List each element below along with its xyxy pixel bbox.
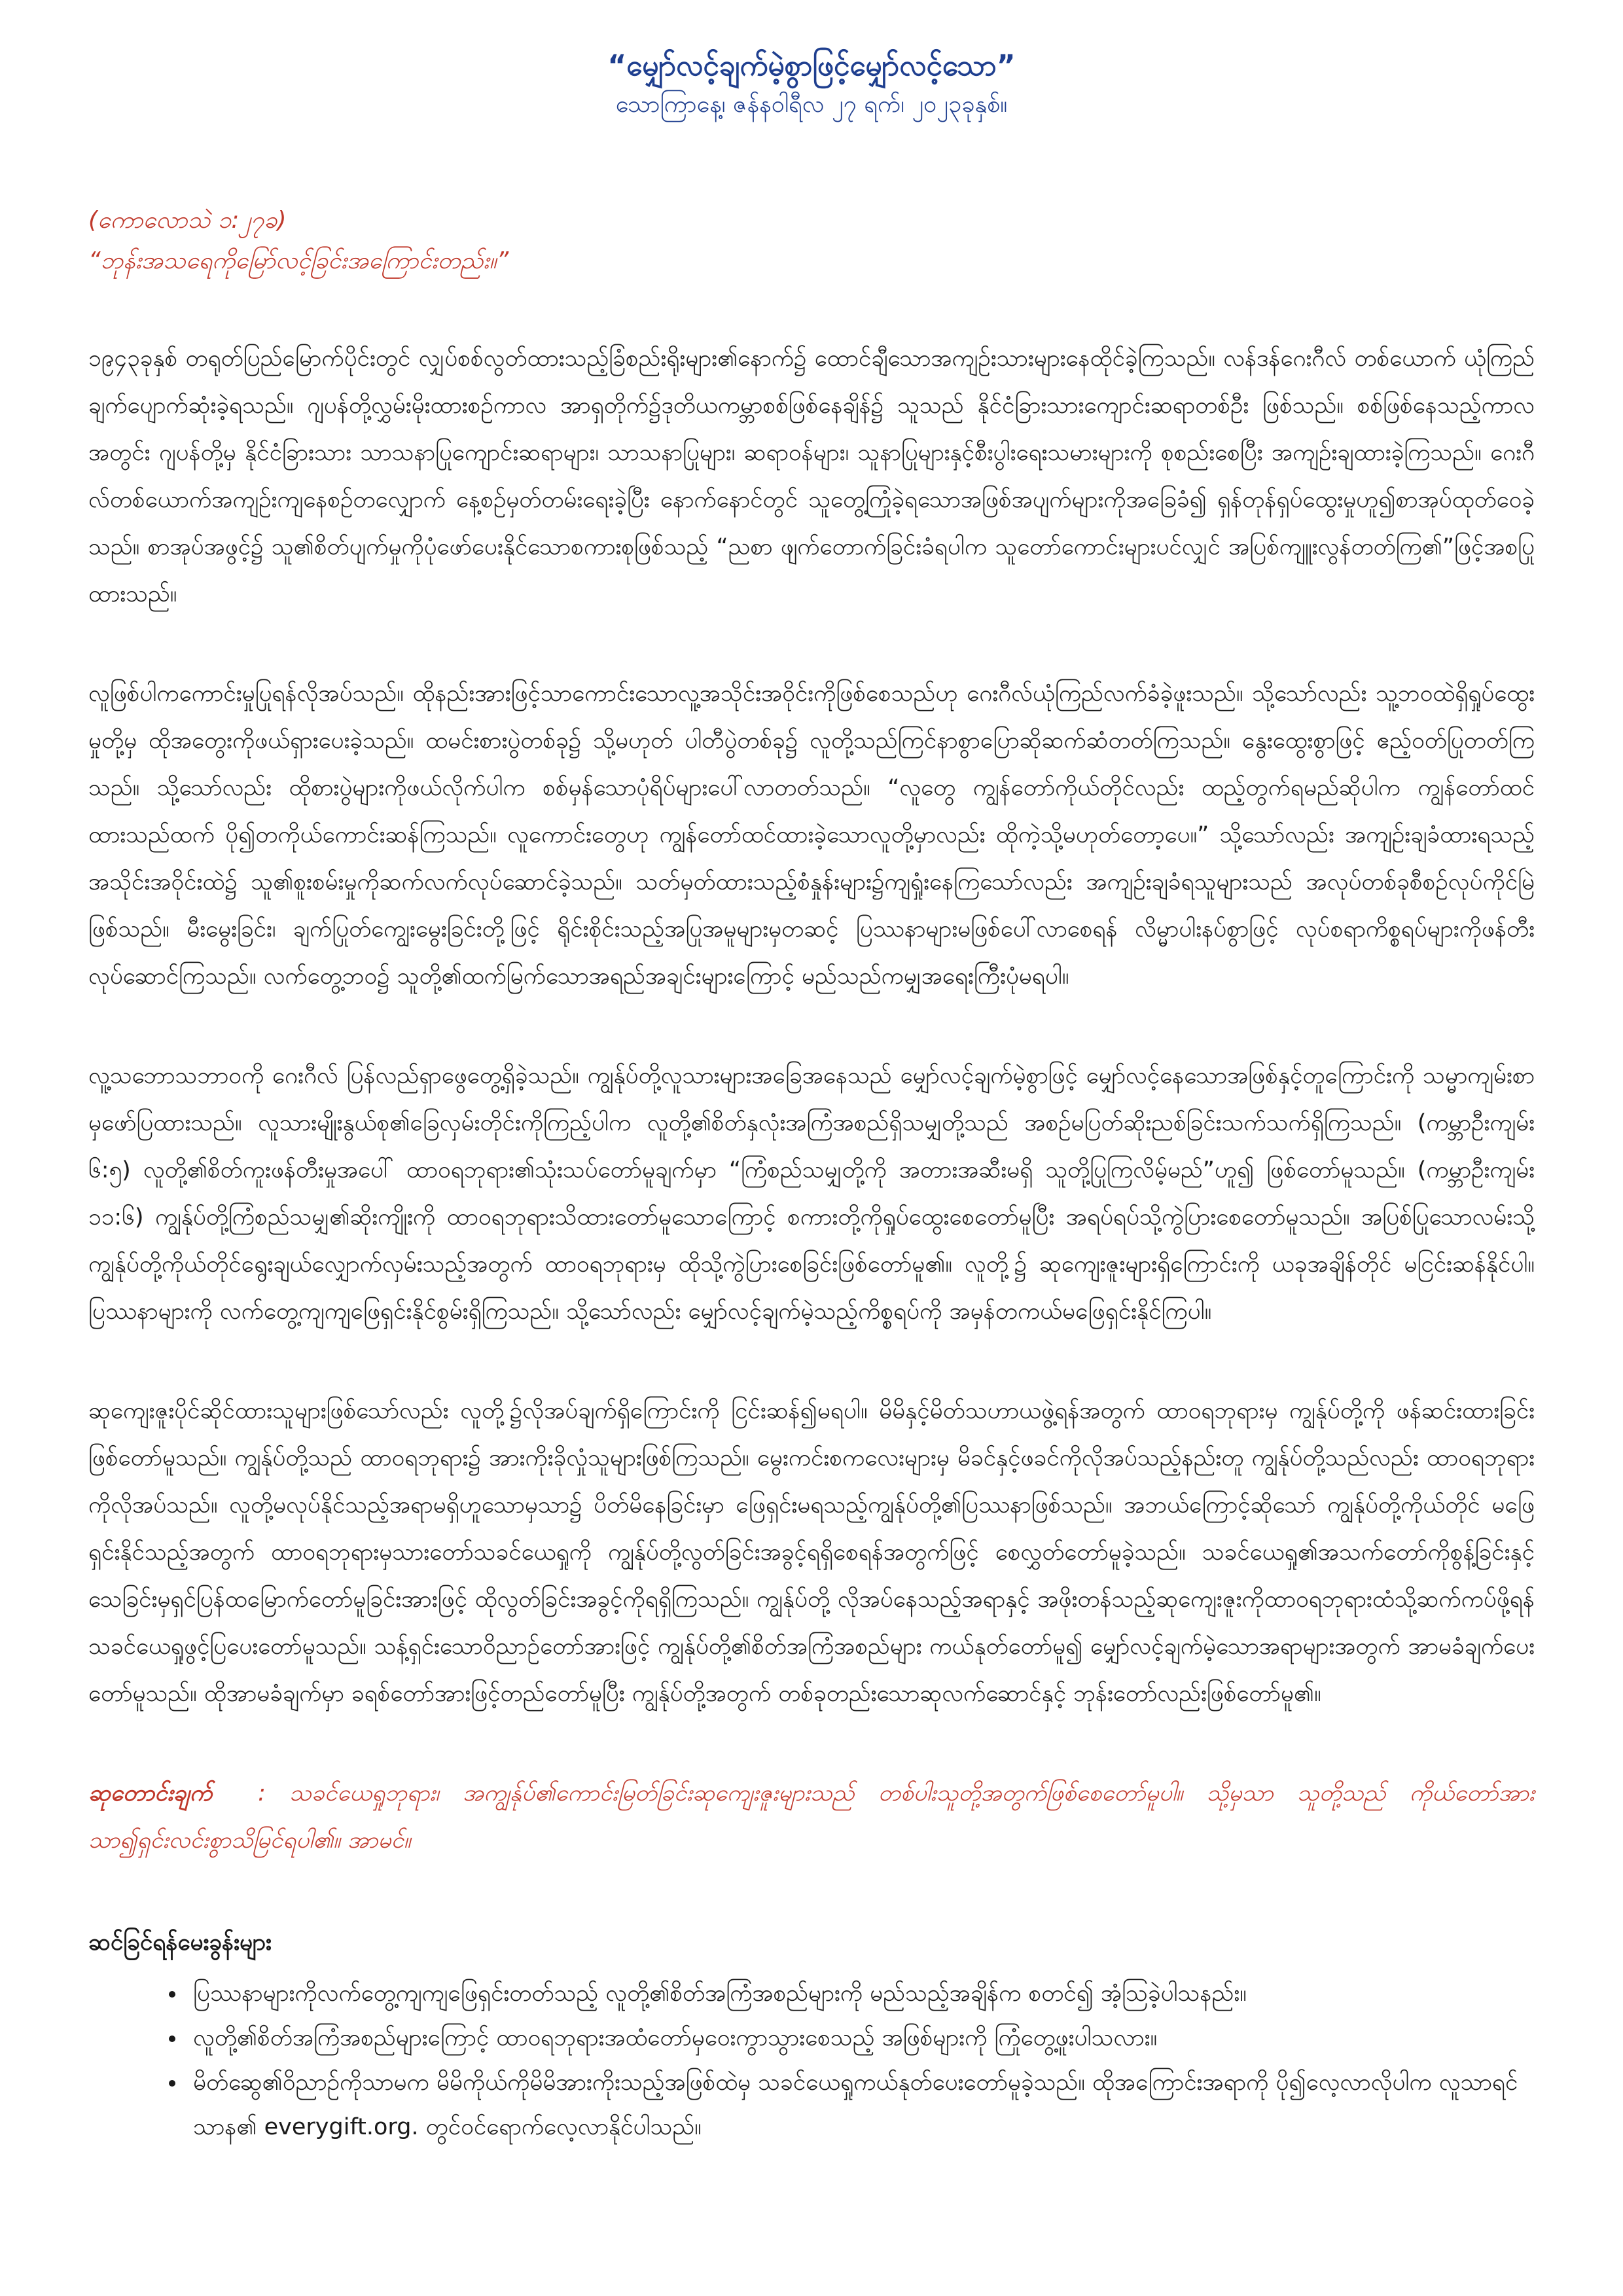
body-paragraph: လူဖြစ်ပါကကောင်းမှုပြုရန်လိုအပ်သည်။ ထိုနည်းအားဖြင့်သာကောင်းသောလူ့အသိုင်းအဝိုင်းကိုဖြစ်စေသည်ဟု ဂေးဂီလ်ယုံကြည်လက်ခံခဲ့ဖူးသည်။ သို့သော်လည်း သူ့ဘဝထဲရှိရှုပ်ထွေးမှုတို့မှ ထိုအတွေးကိုဖယ်ရှားပေးခဲ့သည်။ ထမင်းစားပွဲတစ်ခု၌ သို့မဟုတ် ပါတီပွဲတစ်ခု၌ လူတို့သည်ကြင်နာစွာပြောဆိုဆက်ဆံတတ်ကြသည်။ နွေးထွေးစွာဖြင့် ဧည့်ဝတ်ပြုတတ်ကြသည်။ သို့သော်လည်း ထိုစားပွဲများကိုဖယ်လိုက်ပါက စစ်မှန်သောပုံရိပ်များပေါ်လာတတ်သည်။ “လူတွေ ကျွန်တော်ကိုယ်တိုင်လည်း ထည့်တွက်ရမည်ဆိုပါက ကျွန်တော်ထင်ထားသည်ထက် ပို၍တကိုယ်ကောင်းဆန်ကြသည်။ လူကောင်းတွေဟု ကျွန်တော်ထင်ထားခဲ့သောလူတို့မှာလည်း ထိုကဲ့သို့မဟုတ်တော့ပေ။” သို့သော်လည်း အကျဉ်းချခံထားရသည့် အသိုင်းအဝိုင်းထဲ၌ သူ၏စူးစမ်းမှုကိုဆက်လက်လုပ်ဆောင်ခဲ့သည်။ သတ်မှတ်ထားသည့်စံနှုန်းများ၌ကျရှုံးနေကြသော်လည်း အကျဉ်းချခံရသူများသည် အလုပ်တစ်ခုစီစဉ်လုပ်ကိုင်မြဲဖြစ်သည်။ မီးမွေးခြင်း၊ ချက်ပြုတ်ကျွေးမွေးခြင်းတို့ဖြင့် ရိုင်းစိုင်းသည့်အပြုအမူများမှတဆင့် ပြဿနာများမဖြစ်ပေါ်လာစေရန် လိမ္မာပါးနပ်စွာဖြင့် လုပ်စရာကိစ္စရပ်များကိုဖန်တီးလုပ်ဆောင်ကြသည်။ လက်တွေ့ဘဝ၌ သူတို့၏ထက်မြက်သောအရည်အချင်းများကြောင့် မည်သည်ကမျှအရေးကြီးပုံမရပါ။ [88, 681, 1535, 990]
prayer-label: ဆုတောင်းချက် [88, 1780, 213, 1806]
prayer-text: : သခင်ယေရှုဘုရား၊ အကျွန်ုပ်၏ကောင်းမြတ်ခြင်းဆုကျေးဇူးများသည် တစ်ပါးသူတို့အတွက်ဖြစ်စေတော်မူပါ။ သို့မှသာ သူတို့သည် ကိုယ်တော်အား သာ၍ရှင်းလင်းစွာသိမြင်ရပါ၏။ အာမင်။ [88, 1780, 1535, 1854]
reflection-questions [88, 1920, 1535, 2149]
devotional-body [88, 335, 1535, 1717]
question-item: • လူတို့၏စိတ်အကြံအစည်များကြောင့် ထာဝရဘုရားအထံတော်မှဝေးကွာသွားစေသည့် အဖြစ်များကို ကြုံတွေ့ဖူးပါသလား။ [187, 2016, 1535, 2060]
devotional-page [88, 46, 1535, 2149]
verse-text: “ဘုန်းအသရေကိုမြော်လင့်ခြင်းအကြောင်းတည်း။” [88, 247, 509, 274]
page-title: “မျှော်လင့်ချက်မဲ့စွာဖြင့်မျှော်လင့်သော” [607, 49, 1016, 82]
question-item: • မိတ်ဆွေ၏ဝိညာဉ်ကိုသာမက မိမိကိုယ်ကိုမိမိအားကိုးသည့်အဖြစ်ထဲမှ သခင်ယေရှုကယ်နုတ်ပေးတော်မူခဲ့သည်။ ထိုအကြောင်းအရာကို ပို၍လေ့လာလိုပါက လူသာရင်သာန၏ everygift.org. တွင်ဝင်ရောက်လေ့လာနိုင်ပါသည်။ [187, 2060, 1535, 2149]
scripture-verse [88, 200, 1535, 281]
header [88, 46, 1535, 123]
questions-list [88, 1971, 1535, 2149]
body-paragraph: ဆုကျေးဇူးပိုင်ဆိုင်ထားသူများဖြစ်သော်လည်း လူတို့၌လိုအပ်ချက်ရှိကြောင်းကို ငြင်းဆန်၍မရပါ။ မိမိနှင့်မိတ်သဟာယဖွဲ့ရန်အတွက် ထာဝရဘုရားမှ ကျွန်ုပ်တို့ကို ဖန်ဆင်းထားခြင်းဖြစ်တော်မူသည်။ ကျွန်ုပ်တို့သည် ထာဝရဘုရား၌ အားကိုးခိုလှုံသူများဖြစ်ကြသည်။ မွေးကင်းစကလေးများမှ မိခင်နှင့်ဖခင်ကိုလိုအပ်သည့်နည်းတူ ကျွန်ုပ်တို့သည်လည်း ထာဝရဘုရားကိုလိုအပ်သည်။ လူတို့မလုပ်နိုင်သည့်အရာမရှိဟူသောမှသာ၌ ပိတ်မိနေခြင်းမှာ ဖြေရှင်းမရသည့်ကျွန်ုပ်တို့၏ပြဿနာဖြစ်သည်။ အဘယ်ကြောင့်ဆိုသော် ကျွန်ုပ်တို့ကိုယ်တိုင် မဖြေရှင်းနိုင်သည့်အတွက် ထာဝရဘုရားမှသားတော်သခင်ယေရှုကို ကျွန်ုပ်တို့လွတ်ခြင်းအခွင့်ရရှိစေရန်အတွက်ဖြင့် စေလွှတ်တော်မူခဲ့သည်။ သခင်ယေရှု၏အသက်တော်ကိုစွန့်ခြင်းနှင့် သေခြင်းမှရှင်ပြန်ထမြောက်တော်မူခြင်းအားဖြင့် ထိုလွတ်ခြင်းအခွင့်ကိုရရှိကြသည်။ ကျွန်ုပ်တို့ လိုအပ်နေသည့်အရာနှင့် အဖိုးတန်သည့်ဆုကျေးဇူးကိုထာဝရဘုရားထံသို့ဆက်ကပ်ဖို့ရန် သခင်ယေရှုဖွင့်ပြပေးတော်မူသည်။ သန့်ရှင်းသောဝိညာဉ်တော်အားဖြင့် ကျွန်ုပ်တို့၏စိတ်အကြံအစည်များ ကယ်နုတ်တော်မူ၍ မျှော်လင့်ချက်မဲ့သောအရာများအတွက် အာမခံချက်ပေးတော်မူသည်။ ထိုအာမခံချက်မှာ ခရစ်တော်အားဖြင့်တည်တော်မူပြီး ကျွန်ုပ်တို့အတွက် တစ်ခုတည်းသောဆုလက်ဆောင်နှင့် ဘုန်းတော်လည်းဖြစ်တော်မူ၏။ [88, 1398, 1535, 1707]
body-paragraph: လူ့သဘောသဘာဝကို ဂေးဂီလ် ပြန်လည်ရှာဖွေတွေ့ရှိခဲ့သည်။ ကျွန်ုပ်တို့လူသားများအခြေအနေသည် မျှော်လင့်ချက်မဲ့စွာဖြင့် မျှော်လင့်နေသောအဖြစ်နှင့်တူကြောင်းကို သမ္မာကျမ်းစာမှဖော်ပြထားသည်။ လူသားမျိုးနွယ်စု၏ခြေလှမ်းတိုင်းကိုကြည့်ပါက လူတို့၏စိတ်နှလုံးအကြံအစည်ရှိသမျှတို့သည် အစဉ်မပြတ်ဆိုးညစ်ခြင်းသက်သက်ရှိကြသည်။ (ကမ္ဘာဦးကျမ်း ၆:၅) လူတို့၏စိတ်ကူးဖန်တီးမှုအပေါ် ထာဝရဘုရား၏သုံးသပ်တော်မူချက်မှာ “ကြံစည်သမျှတို့ကို အတားအဆီးမရှိ သူတို့ပြုကြလိမ့်မည်”ဟူ၍ ဖြစ်တော်မူသည်။ (ကမ္ဘာဦးကျမ်း ၁၁:၆) ကျွန်ုပ်တို့ကြံစည်သမျှ၏ဆိုးကျိုးကို ထာဝရဘုရားသိထားတော်မူသောကြောင့် စကားတို့ကိုရှုပ်ထွေးစေတော်မူပြီး အရပ်ရပ်သို့ကွဲပြားစေတော်မူသည်။ အပြစ်ပြုသောလမ်းသို့ ကျွန်ုပ်တို့ကိုယ်တိုင်ရွေးချယ်လျှောက်လှမ်းသည့်အတွက် ထာဝရဘုရားမှ ထိုသို့ကွဲပြားစေခြင်းဖြစ်တော်မူ၏။ လူတို့၌ ဆုကျေးဇူးများရှိကြောင်းကို ယခုအချိန်တိုင် မငြင်းဆန်နိုင်ပါ။ ပြဿနာများကို လက်တွေ့ကျကျဖြေရှင်းနိုင်စွမ်းရှိကြသည်။ သို့သော်လည်း မျှော်လင့်ချက်မဲ့သည့်ကိစ္စရပ်ကို အမှန်တကယ်မဖြေရှင်းနိုင်ကြပါ။ [88, 1063, 1535, 1325]
prayer [88, 1770, 1535, 1864]
body-paragraph: ၁၉၄၃ခုနှစ် တရုတ်ပြည်မြောက်ပိုင်းတွင် လျှပ်စစ်လွတ်ထားသည့်ခြံစည်းရိုးများ၏နောက်၌ ထောင်ချီသောအကျဉ်းသားများနေထိုင်ခဲ့ကြသည်။ လန်ဒန်ဂေးဂီလ် တစ်ယောက် ယုံကြည်ချက်ပျောက်ဆုံးခဲ့ရသည်။ ဂျပန်တို့လွှမ်းမိုးထားစဉ်ကာလ အာရှတိုက်၌ဒုတိယကမ္ဘာစစ်ဖြစ်နေချိန်၌ သူသည် နိုင်ငံခြားသားကျောင်းဆရာတစ်ဦး ဖြစ်သည်။ စစ်ဖြစ်နေသည့်ကာလအတွင်း ဂျပန်တို့မှ နိုင်ငံခြားသား သာသနာပြုကျောင်းဆရာများ၊ သာသနာပြုများ၊ ဆရာဝန်များ၊ သူနာပြုများနှင့်စီးပွါးရေးသမားများကို စုစည်းစေပြီး အကျဉ်းချထားခဲ့ကြသည်။ ဂေးဂီလ်တစ်ယောက်အကျဉ်းကျနေစဉ်တလျှောက် နေ့စဉ်မှတ်တမ်းရေးခဲ့ပြီး နောက်နောင်တွင် သူတွေ့ကြုံခဲ့ရသောအဖြစ်အပျက်များကိုအခြေခံ၍ ရှန်တုန်ရှပ်ထွေးမှုဟူ၍စာအုပ်ထုတ်ဝေခဲ့သည်။ စာအုပ်အဖွင့်၌ သူ၏စိတ်ပျက်မှုကိုပုံဖော်ပေးနိုင်သောစကားစုဖြစ်သည့် “ညစာ ဖျက်တောက်ခြင်းခံရပါက သူတော်ကောင်းများပင်လျှင် အပြစ်ကျူးလွန်တတ်ကြ၏”ဖြင့်အစပြုထားသည်။ [88, 346, 1535, 607]
questions-title: ဆင်ခြင်ရန်မေးခွန်းများ [88, 1929, 272, 1956]
verse-reference: (ကောလောသဲ ၁:၂၇ခ) [88, 207, 287, 234]
page-date: သောကြာနေ့၊ ဇန်နဝါရီလ ၂၇ ရက်၊ ၂၀၂၃ခုနှစ်။ [615, 91, 1008, 118]
question-item: • ပြဿနာများကိုလက်တွေ့ကျကျဖြေရှင်းတတ်သည့် လူတို့၏စိတ်အကြံအစည်များကို မည်သည့်အချိန်က စတင်၍ အံ့သြခဲ့ပါသနည်း။ [187, 1971, 1535, 2016]
